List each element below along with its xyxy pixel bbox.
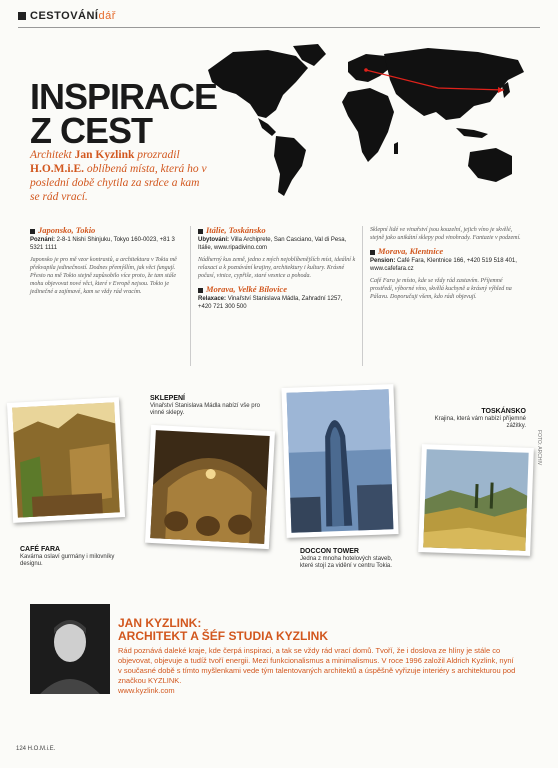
intro-brand: H.O.M.i.E.: [30, 163, 84, 175]
map-asia: [384, 48, 524, 120]
intro-mid: prozradil: [134, 149, 180, 161]
column-divider: [362, 226, 363, 366]
page-title: [30, 76, 218, 151]
caption-text: Vinařství Stanislava Mádla nabízí vše pro vinné sklepy.: [150, 402, 260, 416]
address-text: 2-8-1 Nishi Shinjuku, Tokyo 160-0023, +81 3 5321 1111: [30, 237, 175, 251]
bio-role: ARCHITEKT A ŠÉF STUDIA KYZLINK: [118, 629, 328, 643]
column-heading: Japonsko, Tokio: [38, 225, 96, 235]
caption-tower: [300, 548, 400, 571]
column-divider: [190, 226, 191, 366]
photo-toskansko: [418, 444, 534, 556]
map-madagascar: [394, 142, 398, 154]
photo-tower: [281, 384, 398, 538]
caption-text: Kavárna oslaví gurmány i milovníky designu.: [20, 553, 115, 567]
title-line-2: Z CEST: [30, 110, 153, 151]
caption-title: TOSKÁNSKO: [481, 408, 526, 415]
caption-title: SKLEPENÍ: [150, 395, 186, 402]
column-heading: Morava, Klentnice: [378, 246, 444, 256]
header-square-icon: [18, 12, 26, 20]
column-body: Japonsko je pro mě vzor kontrastů, a architektura v Tokiu mě překvapila jedinečností. Dodnes přemýšlím, jak věci fungují. Přesto na mě Tokio stejně zapůsobilo více proto, že tam stále mohu objevovat nové věci, které v Evropě nejsou. Tokio je jedinečné a zajímavé, kam se vždy rád vracím.: [30, 257, 177, 295]
address-label: Poznání:: [30, 237, 55, 243]
caption-text: Jedna z mnoha hotelových staveb, které stojí za vidění v centru Tokia.: [300, 555, 393, 569]
portrait-photo: [30, 604, 110, 694]
intro-name: Jan Kyzlink: [74, 149, 135, 161]
caption-text: Krajina, která vám nabízí příjemné zážitky.: [434, 415, 526, 429]
world-map: [198, 40, 533, 210]
map-central-america: [258, 118, 276, 136]
caption-cafe-fara: [20, 546, 120, 569]
header-rule: [18, 27, 540, 28]
caption-toskansko: [430, 408, 526, 431]
address-label-2: Relaxace:: [198, 296, 227, 302]
map-europe: [348, 54, 390, 82]
intro-lede: [30, 148, 208, 204]
page-folio: 124 H.O.M.i.E.: [16, 746, 56, 752]
map-south-america: [274, 136, 306, 196]
address-text-2: Vinařství Stanislava Mádla, Zahradní 1257, +420 721 300 500: [198, 296, 343, 310]
bio-text: [118, 646, 518, 696]
photo-cafe-fara: [7, 397, 125, 523]
map-africa: [342, 88, 394, 162]
caption-title: CAFÉ FARA: [20, 546, 61, 553]
column-tokyo: [30, 226, 182, 296]
address-text: Café Fara, Klentnice 166, +420 519 518 401, www.cafefara.cz: [370, 258, 517, 272]
column-moravia: [370, 226, 526, 301]
column-tuscany: [198, 226, 356, 315]
route-start-dot: [364, 68, 368, 72]
caption-sklepeni: [150, 395, 260, 418]
column-heading: Itálie, Toskánsko: [206, 225, 266, 235]
tower-image: [281, 384, 398, 538]
title-line-1: INSPIRACE: [30, 76, 218, 117]
section-subtitle: dář: [98, 10, 116, 22]
bullet-icon: [198, 288, 203, 293]
sklepeni-image: [145, 425, 275, 549]
map-north-america: [208, 50, 308, 118]
section-header: [18, 10, 116, 22]
bio-body: Rád poznává daleké kraje, kde čerpá inspiraci, a tak se vždy rád vrací domů. Tvoří, že i doslova ze hlíny je stále co objevovat, objevuje a tudíž tvoří energii. Mezi funkcionalismus a minimalismus. V roce 1996 založil Aldrich Kyzlink, nyní v současné době s tímto myšlenkami vede tým talentovaných architektů a úspěšně vyřizuje interiéry s architekturou pod značkou KYZLINK.: [118, 646, 516, 685]
caption-title: DOCCON TOWER: [300, 548, 359, 555]
bio-link[interactable]: www.kyzlink.com: [118, 686, 175, 695]
portrait-image: [30, 604, 110, 694]
column-body-top: Sklepní lidé ve vinařství jsou kouzelní, jejich víno je skvělé, stejně jako unikátní sklepy pod vinohrady. Fantazie v podzemí.: [370, 227, 521, 241]
address-label: Pension:: [370, 258, 396, 264]
column-body: Nádherný kus země, jedno z mých nejoblíbenějších míst, ideální k relaxaci a k poznávání krajiny, architektury i kultury. Krásné počasí, vinice, cypřiše, staré vesnice a pohoda.: [198, 257, 356, 279]
address-label: Ubytování:: [198, 237, 230, 243]
column-heading-2: Morava, Velké Bílovice: [206, 284, 287, 294]
photo-credit: FOTO: ARCHIV: [536, 430, 542, 466]
toskansko-image: [418, 444, 534, 556]
map-indonesia: [456, 128, 488, 138]
bio-heading: [118, 617, 518, 643]
bullet-icon: [30, 229, 35, 234]
column-body: Café Fara je místo, kde se vždy rád zastavím. Příjemné prostředí, výborné víno, skvělá kuchyně a krásný výhled na Pálavu. Doporučuji všem, kdo rádi objevují.: [370, 278, 512, 300]
bio-name: JAN KYZLINK:: [118, 616, 202, 630]
map-australia: [468, 148, 512, 182]
address-text: Villa Archiprete, San Casciano, Val di Pesa, Itálie, www.ripadivino.com: [198, 237, 347, 251]
intro-pre: Architekt: [30, 149, 75, 161]
photo-sklepeni: [145, 425, 275, 549]
cafe-fara-image: [7, 397, 125, 523]
intro-post: oblíbená místa, která ho v poslední době chytila za srdce a kam se rád vrací.: [30, 163, 207, 203]
section-title: CESTOVÁNÍ: [30, 10, 99, 22]
bullet-icon: [370, 250, 375, 255]
bullet-icon: [198, 229, 203, 234]
